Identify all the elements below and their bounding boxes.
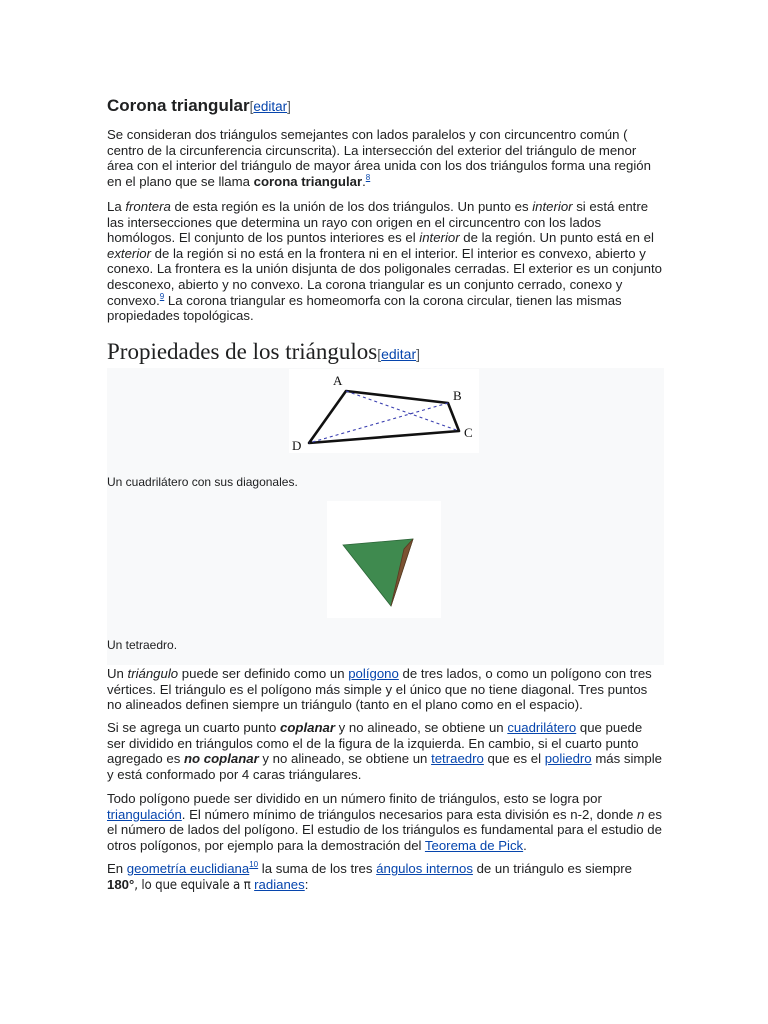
text: y no alineado, se obtiene un <box>335 720 508 735</box>
paragraph-corona-definition <box>107 127 664 189</box>
text: la suma de los tres <box>258 861 377 876</box>
text: de la región si no está en la frontera ni en el interior. El interior es convexo, abierto y conexo. La frontera es la unión disjunta de dos poligonales cerradas. El exterior es un conjunto desconexo, abierto y no convexo. La corona triangular es un conjunto cerrado, conexo y convexo. <box>107 245 662 308</box>
text: Un <box>107 666 128 681</box>
vertex-label-c: C <box>464 425 473 440</box>
text: Todo polígono puede ser dividido en un número finito de triángulos, esto se logra por <box>107 791 602 806</box>
italic-term: interior <box>532 199 573 214</box>
paragraph-fourth-point <box>107 720 664 782</box>
text: de un triángulo es siempre <box>472 861 633 876</box>
vertex-label-b: B <box>453 388 462 403</box>
text: y no alineado, se obtiene un <box>258 751 432 767</box>
text: . <box>362 173 366 189</box>
edit-bracket-open: [ <box>377 346 382 362</box>
tetrahedron-front-face <box>343 539 413 606</box>
section-heading-corona-triangular <box>107 96 291 117</box>
link-geometria-euclidiana[interactable]: geometría euclidiana <box>126 861 250 876</box>
text: Se consideran dos triángulos semejantes con lados paralelos y con circuncentro común ( centro de la circunferencia circunscrita). La intersección del exterior del triángulo de menor área con el interior del triángulo de mayor área unida con los dos triángulos forma una región en el plano que se llama <box>107 127 651 189</box>
section-heading-propiedades <box>107 339 664 369</box>
italic-term: frontera <box>125 199 171 214</box>
text: . <box>523 837 527 853</box>
link-radianes[interactable]: radianes <box>254 876 305 892</box>
paragraph-triangle-definition <box>107 666 664 713</box>
vertex-label-d: D <box>292 438 302 453</box>
text: de la región. Un punto está en el <box>459 230 654 246</box>
text: , lo que equivale a π <box>134 877 255 893</box>
text: más simple y está conformado por 4 caras triángulares. <box>107 751 663 782</box>
degree-symbol: ° <box>129 876 135 892</box>
edit-section-link-wrapper <box>250 99 291 114</box>
text: que es el <box>483 751 545 767</box>
reference-link[interactable]: 9 <box>159 291 165 301</box>
text: La <box>107 199 126 214</box>
figure-caption-tetrahedron: Un tetraedro. <box>107 638 178 652</box>
quadrilateral-figure[interactable] <box>289 369 479 453</box>
heading-text: Corona triangular <box>107 96 250 115</box>
italic-term: triángulo <box>127 666 179 681</box>
figure-caption-quadrilateral: Un cuadrilátero con sus diagonales. <box>107 475 298 489</box>
paragraph-angle-sum <box>107 861 664 893</box>
reference-link[interactable]: 8 <box>365 172 371 182</box>
edit-section-link[interactable]: editar <box>381 346 417 362</box>
text: de esta región es la unión de los dos triángulos. Un punto es <box>170 199 533 214</box>
quadrilateral-diagram <box>289 369 479 453</box>
text: puede ser definido como un <box>178 666 349 681</box>
link-tetraedro[interactable]: tetraedro <box>431 751 484 767</box>
link-poligono[interactable]: polígono <box>348 666 399 681</box>
bold-term: corona triangular <box>253 173 363 189</box>
quadrilateral-outline <box>309 391 459 443</box>
text: de tres lados, o como un polígono con tres vértices. El triángulo es el polígono más simple y el único que no tiene diagonal. Tres puntos no alineados definen siempre un triángulo (tanto en el plano como en el espacio). <box>107 666 652 713</box>
italic-term: n <box>637 806 645 822</box>
text: En <box>107 861 127 876</box>
text: . El número mínimo de triángulos necesarios para esta división es n-2, donde <box>181 806 637 822</box>
text: si está entre las intersecciones que determina un rayo con origen en el circuncentro con los lados homólogos. El conjunto de los puntos interiores es el <box>107 199 649 246</box>
edit-section-link-wrapper <box>377 346 420 362</box>
bold-italic-term: coplanar <box>280 720 335 735</box>
edit-bracket-open: [ <box>249 99 254 114</box>
link-teorema-de-pick[interactable]: Teorema de Pick <box>424 837 524 853</box>
edit-bracket-close: ] <box>287 99 291 114</box>
link-triangulacion[interactable]: triangulación <box>107 806 182 822</box>
italic-term: exterior <box>107 245 151 261</box>
heading-text: Propiedades de los triángulos <box>107 339 378 364</box>
text: es el número de lados del polígono. El estudio de los triángulos es fundamental para el estudio de otros polígonos, por ejemplo para la demostración del <box>107 806 662 853</box>
bold-value: 180 <box>107 876 130 892</box>
italic-term: interior <box>419 230 460 246</box>
link-angulos-internos[interactable]: ángulos internos <box>376 861 473 876</box>
edit-bracket-close: ] <box>416 346 421 362</box>
link-poliedro[interactable]: poliedro <box>544 751 592 767</box>
reference-link[interactable]: 10 <box>249 860 259 869</box>
bold-italic-term: no coplanar <box>184 751 259 767</box>
text: La corona triangular es homeomorfa con la corona circular, tienen las mismas propiedades topológicas. <box>107 292 622 324</box>
edit-section-link[interactable]: editar <box>253 99 288 114</box>
vertex-label-a: A <box>333 373 343 388</box>
text: : <box>304 876 309 892</box>
figure-gallery <box>107 368 664 665</box>
link-cuadrilatero[interactable]: cuadrilátero <box>507 720 577 735</box>
text: Si se agrega un cuarto punto <box>107 720 281 735</box>
paragraph-triangulation <box>107 791 664 853</box>
paragraph-frontera <box>107 199 664 324</box>
text: que puede ser dividido en triángulos como el de la figura de la izquierda. En cambio, si el cuarto punto agregado es <box>107 720 643 767</box>
tetrahedron-figure[interactable] <box>327 501 441 618</box>
tetrahedron-diagram <box>327 501 441 618</box>
